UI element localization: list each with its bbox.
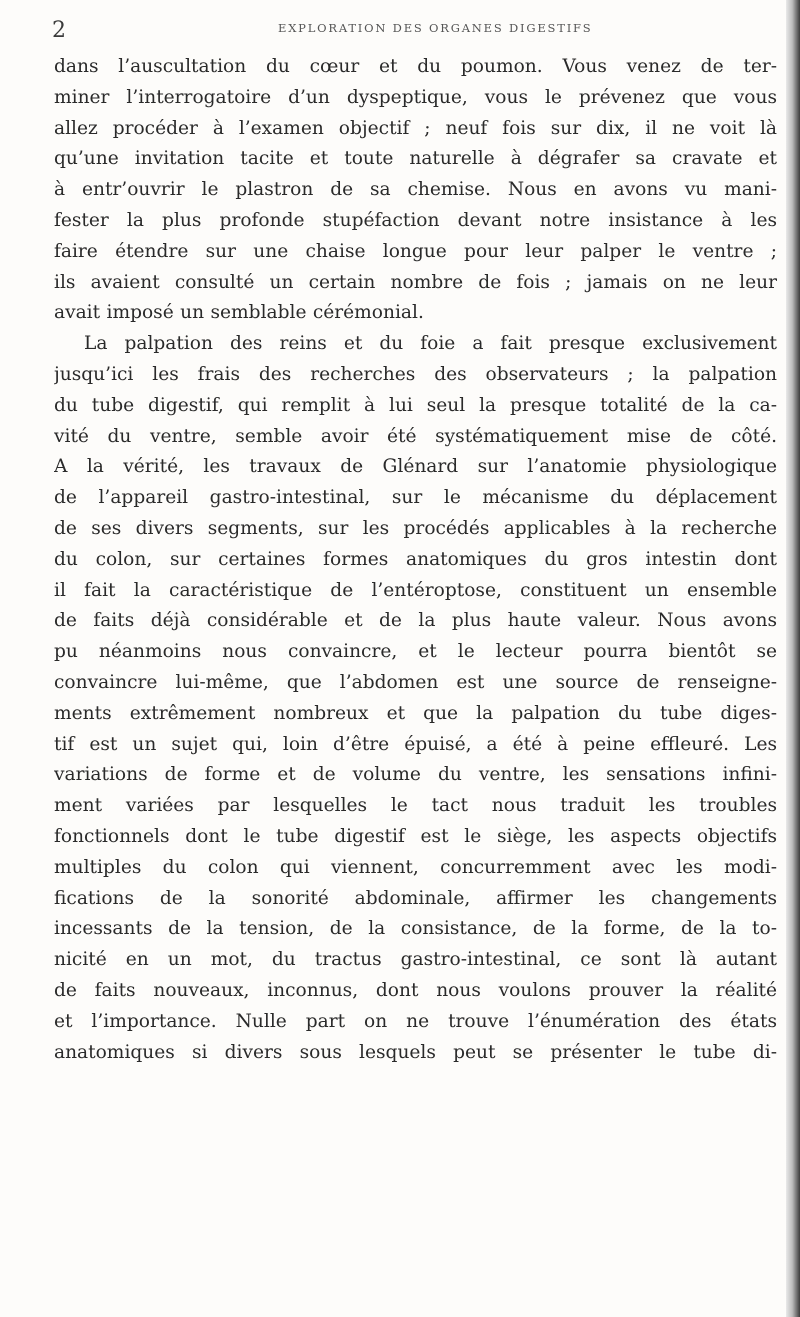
text-line: fester la plus profonde stupéfaction devant notre insistance à les xyxy=(54,209,777,231)
text-line: variations de forme et de volume du ventre, les sensations infini- xyxy=(54,764,777,786)
text-line: tif est un sujet qui, loin d’être épuisé, a été à peine effleuré. Les xyxy=(54,733,777,755)
text-line: de faits déjà considérable et de la plus haute valeur. Nous avons xyxy=(54,610,777,632)
paragraph-end-line: avait imposé un semblable cérémonial. xyxy=(54,302,424,324)
text-line: à entr’ouvrir le plastron de sa chemise. Nous en avons vu mani- xyxy=(54,179,777,201)
text-line: convaincre lui-même, que l’abdomen est une source de renseigne- xyxy=(54,671,777,693)
text-line: ils avaient consulté un certain nombre de fois ; jamais on ne leur xyxy=(54,271,777,293)
text-line: A la vérité, les travaux de Glénard sur l’anatomie physiologique xyxy=(54,456,777,478)
text-line: il fait la caractéristique de l’entéroptose, constituent un ensemble xyxy=(54,579,777,601)
text-line: ment variées par lesquelles le tact nous traduit les troubles xyxy=(54,795,777,817)
text-line: jusqu’ici les frais des recherches des observateurs ; la palpation xyxy=(54,363,777,385)
text-line: de l’appareil gastro-intestinal, sur le mécanisme du déplacement xyxy=(54,487,777,509)
text-line: du colon, sur certaines formes anatomiques du gros intestin dont xyxy=(54,548,777,570)
text-line: et l’importance. Nulle part on ne trouve l’énumération des états xyxy=(54,1010,777,1032)
text-line: multiples du colon qui viennent, concurremment avec les modi- xyxy=(54,856,777,878)
text-line: ments extrêmement nombreux et que la palpation du tube diges- xyxy=(54,702,777,724)
text-line: de ses divers segments, sur les procédés applicables à la recherche xyxy=(54,517,777,539)
text-line: vité du ventre, semble avoir été systématiquement mise de côté. xyxy=(54,425,777,447)
text-line: nicité en un mot, du tractus gastro-intestinal, ce sont là autant xyxy=(54,949,777,971)
paragraph-start-line: La palpation des reins et du foie a fait presque exclusivement xyxy=(84,333,777,355)
text-line: fonctionnels dont le tube digestif est le siège, les aspects objectifs xyxy=(54,825,777,847)
text-line: de faits nouveaux, inconnus, dont nous voulons prouver la réalité xyxy=(54,979,777,1001)
text-line: faire étendre sur une chaise longue pour leur palper le ventre ; xyxy=(54,240,777,262)
text-line: fications de la sonorité abdominale, affirmer les changements xyxy=(54,887,777,909)
text-line: pu néanmoins nous convaincre, et le lecteur pourra bientôt se xyxy=(54,641,777,663)
text-line: du tube digestif, qui remplit à lui seul la presque totalité de la ca- xyxy=(54,394,777,416)
text-line: dans l’auscultation du cœur et du poumon. Vous venez de ter- xyxy=(54,56,777,77)
page-number: 2 xyxy=(52,18,66,43)
text-line: allez procéder à l’examen objectif ; neuf fois sur dix, il ne voit là xyxy=(54,117,777,139)
body-text xyxy=(54,52,777,1068)
page-edge-shadow xyxy=(786,0,800,1317)
text-line: anatomiques si divers sous lesquels peut se présenter le tube di- xyxy=(54,1041,777,1063)
text-line: miner l’interrogatoire d’un dyspeptique, vous le prévenez que vous xyxy=(54,86,777,108)
running-title: EXPLORATION DES ORGANES DIGESTIFS xyxy=(278,21,593,35)
text-line: qu’une invitation tacite et toute naturelle à dégrafer sa cravate et xyxy=(54,148,777,170)
text-line: incessants de la tension, de la consistance, de la forme, de la to- xyxy=(54,918,777,940)
